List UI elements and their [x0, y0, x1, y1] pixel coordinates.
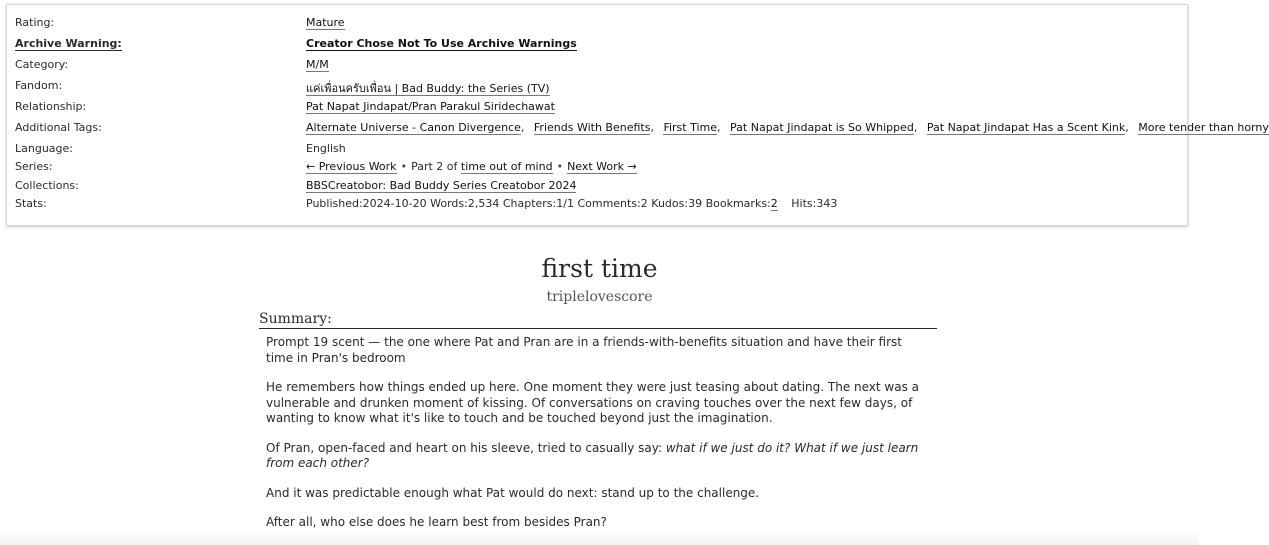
stats-row	[7, 197, 1187, 215]
warning-row	[7, 37, 1187, 55]
category-row	[7, 58, 1187, 76]
hits-value: 343	[816, 197, 838, 210]
fandom-tag-link[interactable]: แค่เพื่อนครับเพื่อน | Bad Buddy: the Series (TV)	[306, 82, 550, 95]
comments-label: Comments:	[577, 197, 641, 210]
additional-tag-link[interactable]: Friends With Benefits	[533, 121, 651, 134]
additional-tags-label: Additional Tags:	[15, 121, 102, 134]
rating-tag-link[interactable]: Mature	[306, 16, 345, 29]
summary-paragraph	[266, 441, 926, 472]
stats-label: Stats:	[15, 197, 47, 210]
bookmarks-label: Bookmarks:	[705, 197, 771, 210]
author-link[interactable]: triplelovescore	[546, 289, 653, 305]
previous-work-link[interactable]: ← Previous Work	[306, 160, 397, 173]
summary-body	[266, 335, 926, 545]
series-bullet: •	[400, 160, 408, 173]
fandom-row	[7, 79, 1187, 97]
comments-value: 2	[640, 197, 648, 210]
bottom-fade	[0, 531, 1199, 545]
words-label: Words:	[430, 197, 468, 210]
additional-tag-link[interactable]: Pat Napat Jindapat Has a Scent Kink	[926, 121, 1126, 134]
summary-paragraph: And it was predictable enough what Pat would do next: stand up to the challenge.	[266, 485, 760, 500]
collection-link[interactable]: BBSCreatobor: Bad Buddy Series Creatobor 2024	[306, 179, 577, 192]
summary-paragraph: Prompt 19 scent — the one where Pat and Pran are in a friends-with-benefits situation and have their first time in Pran's bedroom	[266, 335, 902, 365]
hits-label: Hits:	[791, 197, 817, 210]
fandom-label: Fandom:	[15, 79, 63, 92]
category-label: Category:	[15, 58, 69, 71]
series-part-text: Part 2 of	[411, 160, 458, 173]
words-value: 2,534	[467, 197, 500, 210]
bookmarks-link[interactable]: 2	[770, 197, 778, 210]
chapters-label: Chapters:	[502, 197, 557, 210]
language-row	[7, 142, 1187, 160]
warning-tag-link[interactable]: Creator Chose Not To Use Archive Warnings	[306, 37, 577, 50]
series-bullet: •	[556, 160, 564, 173]
kudos-value: 39	[688, 197, 703, 210]
summary-italic-text: what if we just do it? What if we just learn from each other?	[266, 440, 919, 470]
language-value: English	[306, 142, 346, 155]
kudos-label: Kudos:	[651, 197, 689, 210]
published-label: Published:	[306, 197, 363, 210]
series-row	[7, 160, 1187, 178]
relationship-label: Relationship:	[15, 100, 87, 113]
additional-tags-list: Alternate Universe - Canon Divergence, Friends With Benefits, First Time, Pat Napat Jindapat is So Whipped, Pat Napat Jindapat Has a Scent Kink, More tender than horny	[306, 121, 1269, 134]
summary-text: Of Pran, open-faced and heart on his sleeve, tried to casually say:	[266, 440, 666, 455]
series-label: Series:	[15, 160, 53, 173]
additional-tag-link[interactable]: Alternate Universe - Canon Divergence	[306, 121, 521, 134]
additional-tag-link[interactable]: More tender than horny	[1138, 121, 1269, 134]
summary-paragraph: After all, who else does he learn best from besides Pran?	[266, 515, 607, 529]
relationship-tag-link[interactable]: Pat Napat Jindapat/Pran Parakul Siridechawat	[306, 100, 555, 113]
rating-row	[7, 16, 1187, 34]
work-title: first time	[541, 254, 658, 283]
additional-tags-row	[7, 121, 1269, 139]
relationship-row	[7, 100, 1187, 118]
collections-row	[7, 179, 1187, 197]
published-value: 2024-10-20	[362, 197, 427, 210]
chapters-value: 1/1	[556, 197, 574, 210]
collections-label: Collections:	[15, 179, 79, 192]
next-work-link[interactable]: Next Work →	[567, 160, 637, 173]
summary-heading: Summary:	[259, 311, 937, 329]
series-nav	[306, 160, 637, 173]
rating-label: Rating:	[15, 16, 55, 29]
stats-list	[306, 197, 837, 210]
series-name-link[interactable]: time out of mind	[460, 160, 553, 173]
work-meta-box	[6, 4, 1269, 226]
warning-label: Archive Warning:	[15, 37, 122, 50]
additional-tag-link[interactable]: First Time	[663, 121, 718, 134]
additional-tag-link[interactable]: Pat Napat Jindapat is So Whipped	[730, 121, 914, 134]
language-label: Language:	[15, 142, 73, 155]
category-tag-link[interactable]: M/M	[306, 58, 329, 71]
summary-paragraph: He remembers how things ended up here. One moment they were just teasing about dating. The next was a vulnerable and drunken moment of kissing. Of conversations on craving touches over the next few days, of wanting to know what it's like to touch and be touched beyond just the imagination.	[266, 380, 920, 425]
